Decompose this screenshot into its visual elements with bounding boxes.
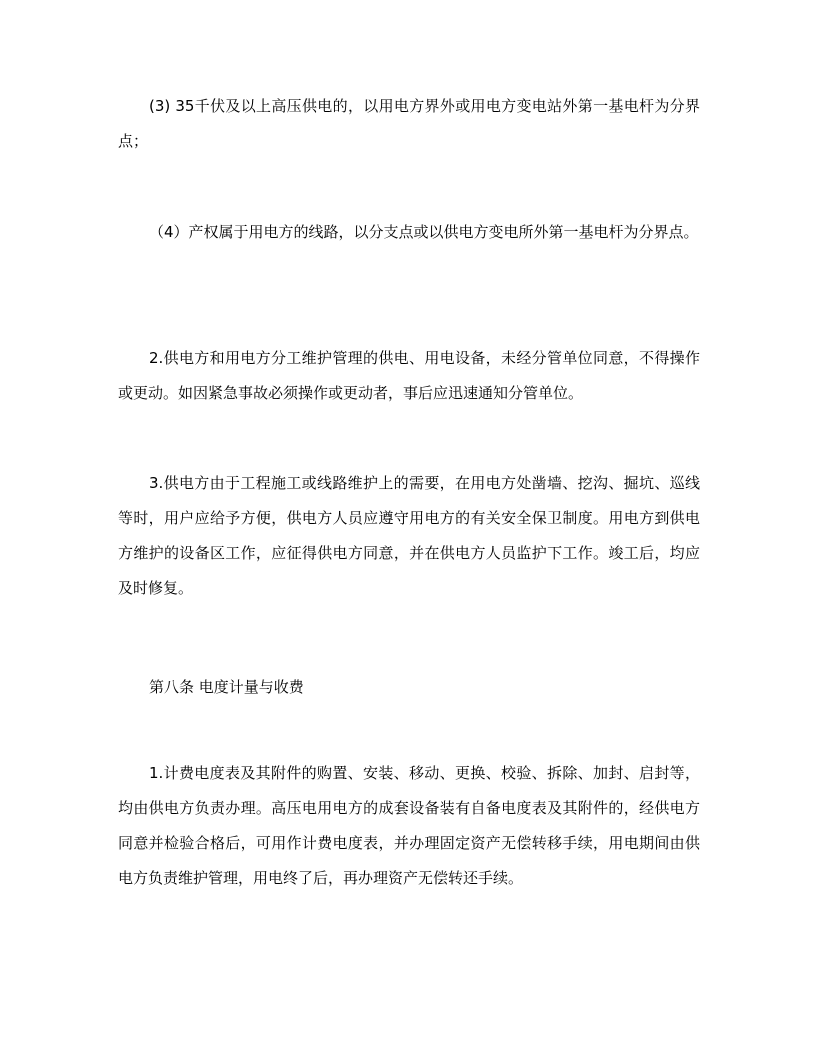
paragraph-construction-access: 3.供电方由于工程施工或线路维护上的需要，在用电方处凿墙、挖沟、掘坑、巡线等时，用户应给予方便，供电方人员应遵守用电方的有关安全保卫制度。用电方到供电方维护的设备区工作，应征得供电方同意，并在供电方人员监护下工作。竣工后，均应及时修复。: [118, 474, 700, 597]
paragraph-boundary-user-line: （4）产权属于用电方的线路，以分支点或以供电方变电所外第一基电杆为分界点。: [149, 223, 699, 241]
paragraph-boundary-35kv: (3) 35千伏及以上高压供电的，以用电方界外或用电方变电站外第一基电杆为分界点；: [118, 97, 700, 150]
paragraph-maintenance-equipment: 2.供电方和用电方分工维护管理的供电、用电设备，未经分管单位同意，不得操作或更动。如因紧急事故必须操作或更动者，事后应迅速通知分管单位。: [118, 349, 700, 402]
article-heading-metering: 第八条 电度计量与收费: [149, 678, 304, 696]
paragraph-meter-handling: 1.计费电度表及其附件的购置、安装、移动、更换、校验、拆除、加封、启封等，均由供电方负责办理。高压电用电方的成套设备装有自备电度表及其附件的，经供电方同意并检验合格后，可用作计费电度表，并办理固定资产无偿转移手续，用电期间由供电方负责维护管理，用电终了后，再办理资产无偿转还手续。: [118, 764, 700, 887]
